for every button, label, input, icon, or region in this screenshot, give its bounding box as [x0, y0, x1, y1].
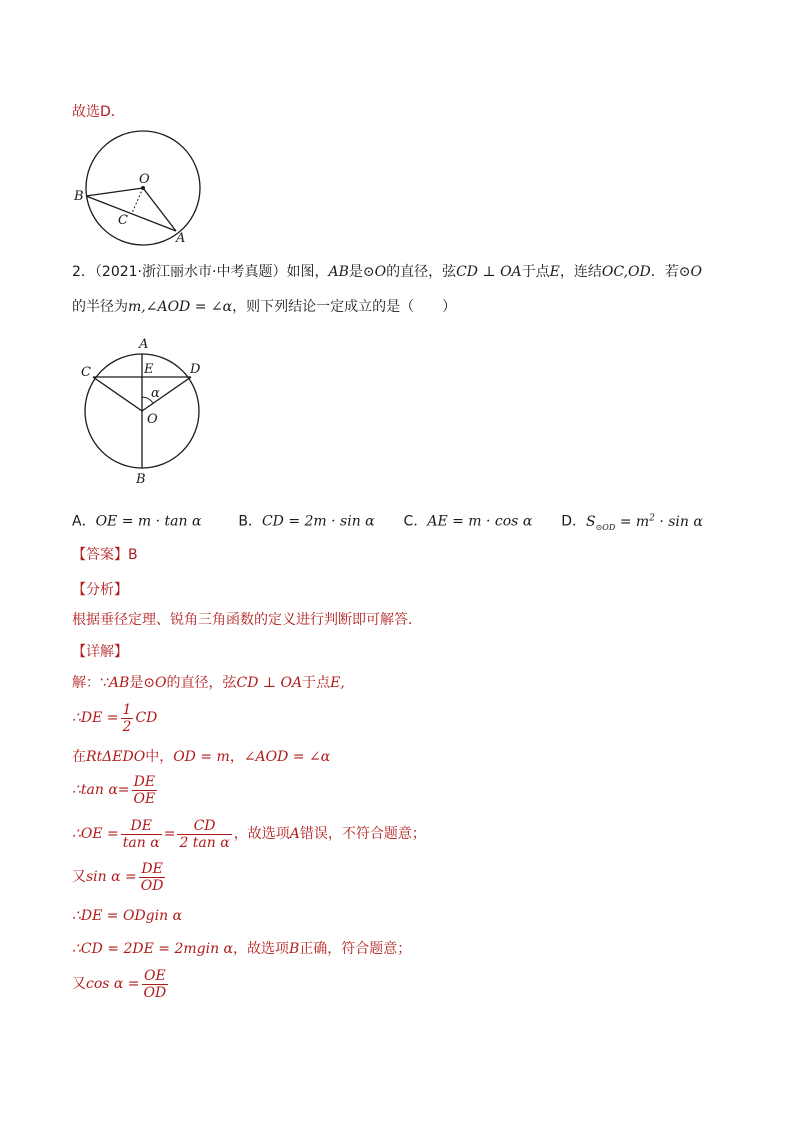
fig1-label-b: B [74, 189, 84, 204]
fig2-label-d: D [190, 362, 201, 377]
q2-e: E [549, 264, 560, 280]
frac-num: 1 [122, 701, 132, 718]
fig2-label-e: E [144, 362, 154, 377]
frac-den: OE [133, 790, 156, 807]
option-d-s: S [585, 513, 596, 530]
q2-oc-od: OC,OD [601, 264, 651, 280]
detail-text: 于点 [302, 675, 331, 691]
option-b-expr: CD = 2m · sin α [261, 513, 375, 530]
fig2-radius-oc [93, 377, 142, 411]
detail-math: CD [135, 710, 158, 726]
figure-2-circle [76, 333, 216, 493]
detail-math: B [289, 941, 300, 957]
detail-line-8 [72, 939, 411, 959]
detail-line-5 [72, 816, 426, 852]
q2-line-2 [72, 297, 456, 317]
option-d-tail: · sin α [654, 513, 703, 530]
frac-num: CD [193, 817, 216, 834]
detail-label: 【详解】 [72, 644, 128, 660]
option-c-label: C． [403, 513, 428, 530]
detail-math: sin α = [86, 869, 137, 885]
frac-den: OD [140, 877, 164, 894]
fraction [142, 968, 169, 1001]
q2-text: ，则下列结论一定成立的是（ ） [232, 299, 457, 315]
fig1-radius-ob [86, 188, 143, 196]
q2-number: 2． [72, 264, 95, 280]
option-d-sub: ⊙OD [595, 522, 616, 532]
fig1-label-c: C [118, 213, 128, 228]
fig2-label-a: A [139, 337, 149, 352]
detail-text: 是 [129, 675, 144, 691]
fraction [121, 702, 134, 735]
detail-text: 中， [145, 749, 174, 765]
q2-m-angle: m,∠AOD = ∠α [128, 299, 233, 315]
q2-text: 于点 [521, 264, 550, 280]
fig2-label-o: O [147, 412, 158, 427]
q2-text: 的半径为 [72, 299, 128, 315]
detail-text: ，故选项 [233, 826, 290, 842]
frac-num: DE [133, 773, 156, 790]
detail-math: ∴CD = 2DE = 2mgin α [72, 941, 233, 957]
figure-1-circle [70, 128, 210, 248]
q2-text: 如图， [286, 264, 329, 280]
detail-text: ， [229, 749, 244, 765]
detail-math: AB [108, 675, 130, 691]
frac-den: tan α [122, 834, 160, 851]
detail-math: ⊙O [143, 675, 167, 691]
q2-text: 是 [348, 264, 363, 280]
fraction [132, 774, 158, 807]
detail-math: CD ⊥ OA [236, 675, 303, 691]
option-d-rest: = m [615, 513, 650, 530]
option-d-label: D． [561, 513, 586, 530]
q2-text: 的直径，弦 [386, 264, 457, 280]
prev-conclusion: 故选D． [72, 104, 125, 120]
detail-math: ∴DE = [72, 710, 119, 726]
detail-text: 又 [72, 869, 86, 885]
q2-options [72, 508, 703, 537]
fraction [121, 818, 162, 851]
option-a-expr: OE = m · tan α [95, 513, 202, 530]
detail-text: 在 [72, 749, 86, 765]
detail-text: 又 [72, 976, 86, 992]
fig1-label-a: A [176, 231, 186, 246]
fig2-label-c: C [81, 365, 91, 380]
detail-math: OD = m [173, 749, 230, 765]
option-d-sup: 2 [649, 513, 655, 523]
detail-line-2 [72, 700, 157, 736]
frac-num: DE [141, 860, 163, 877]
detail-math: RtΔEDO [86, 749, 146, 765]
detail-line-6 [72, 859, 167, 895]
fig2-label-alpha: α [151, 386, 160, 401]
frac-den: 2 tan α [179, 834, 230, 851]
frac-den: OD [143, 984, 167, 1001]
option-c-expr: AE = m · cos α [427, 513, 533, 530]
fig1-dotted-oc [132, 188, 143, 213]
detail-math: = [163, 826, 176, 842]
detail-line-4 [72, 772, 159, 808]
detail-math: ∴tan α= [72, 782, 130, 798]
option-d-expr [586, 514, 703, 530]
frac-num: OE [144, 967, 166, 984]
fraction [177, 818, 231, 851]
q2-source: （2021·浙江丽水市·中考真题） [94, 264, 287, 280]
answer-line [72, 545, 138, 565]
detail-math: E, [330, 675, 345, 691]
fig1-label-o: O [139, 172, 150, 187]
fig2-label-b: B [136, 472, 146, 487]
q2-ab: AB [328, 264, 349, 280]
detail-text: 错误，不符合题意； [299, 826, 426, 842]
detail-text: 的直径，弦 [166, 675, 237, 691]
detail-text: 正确，符合题意； [299, 941, 412, 957]
answer-label: 【答案】 [72, 547, 128, 563]
q2-text: ．若 [650, 264, 679, 280]
q2-cd-perp-oa: CD ⊥ OA [456, 264, 522, 280]
q2-circle-o: ⊙O [362, 264, 387, 280]
detail-line-7 [72, 906, 182, 926]
fig2-radius-od [142, 377, 191, 411]
detail-math: ∠AOD = ∠α [243, 749, 331, 765]
frac-den: 2 [122, 718, 132, 735]
fraction [139, 861, 166, 894]
q2-circle-o2: ⊙O [678, 264, 702, 280]
q2-text: ，连结 [559, 264, 602, 280]
detail-math: A [289, 826, 300, 842]
detail-math: cos α = [86, 976, 140, 992]
answer-value: B [128, 547, 138, 563]
q2-line-1 [72, 262, 702, 282]
frac-num: DE [130, 817, 152, 834]
analysis-text: 根据垂径定理、锐角三角函数的定义进行判断即可解答． [72, 612, 422, 628]
detail-line-1 [72, 673, 345, 693]
detail-text: ，故选项 [233, 941, 289, 957]
detail-line-9 [72, 966, 170, 1002]
analysis-label: 【分析】 [72, 582, 128, 598]
option-b-label: B． [238, 513, 262, 530]
detail-math: ∴OE = [72, 826, 119, 842]
detail-math: ∴DE = ODgin α [72, 908, 183, 924]
option-a-label: A． [72, 513, 96, 530]
detail-line-3 [72, 747, 330, 767]
detail-text: 解：∵ [72, 675, 109, 691]
